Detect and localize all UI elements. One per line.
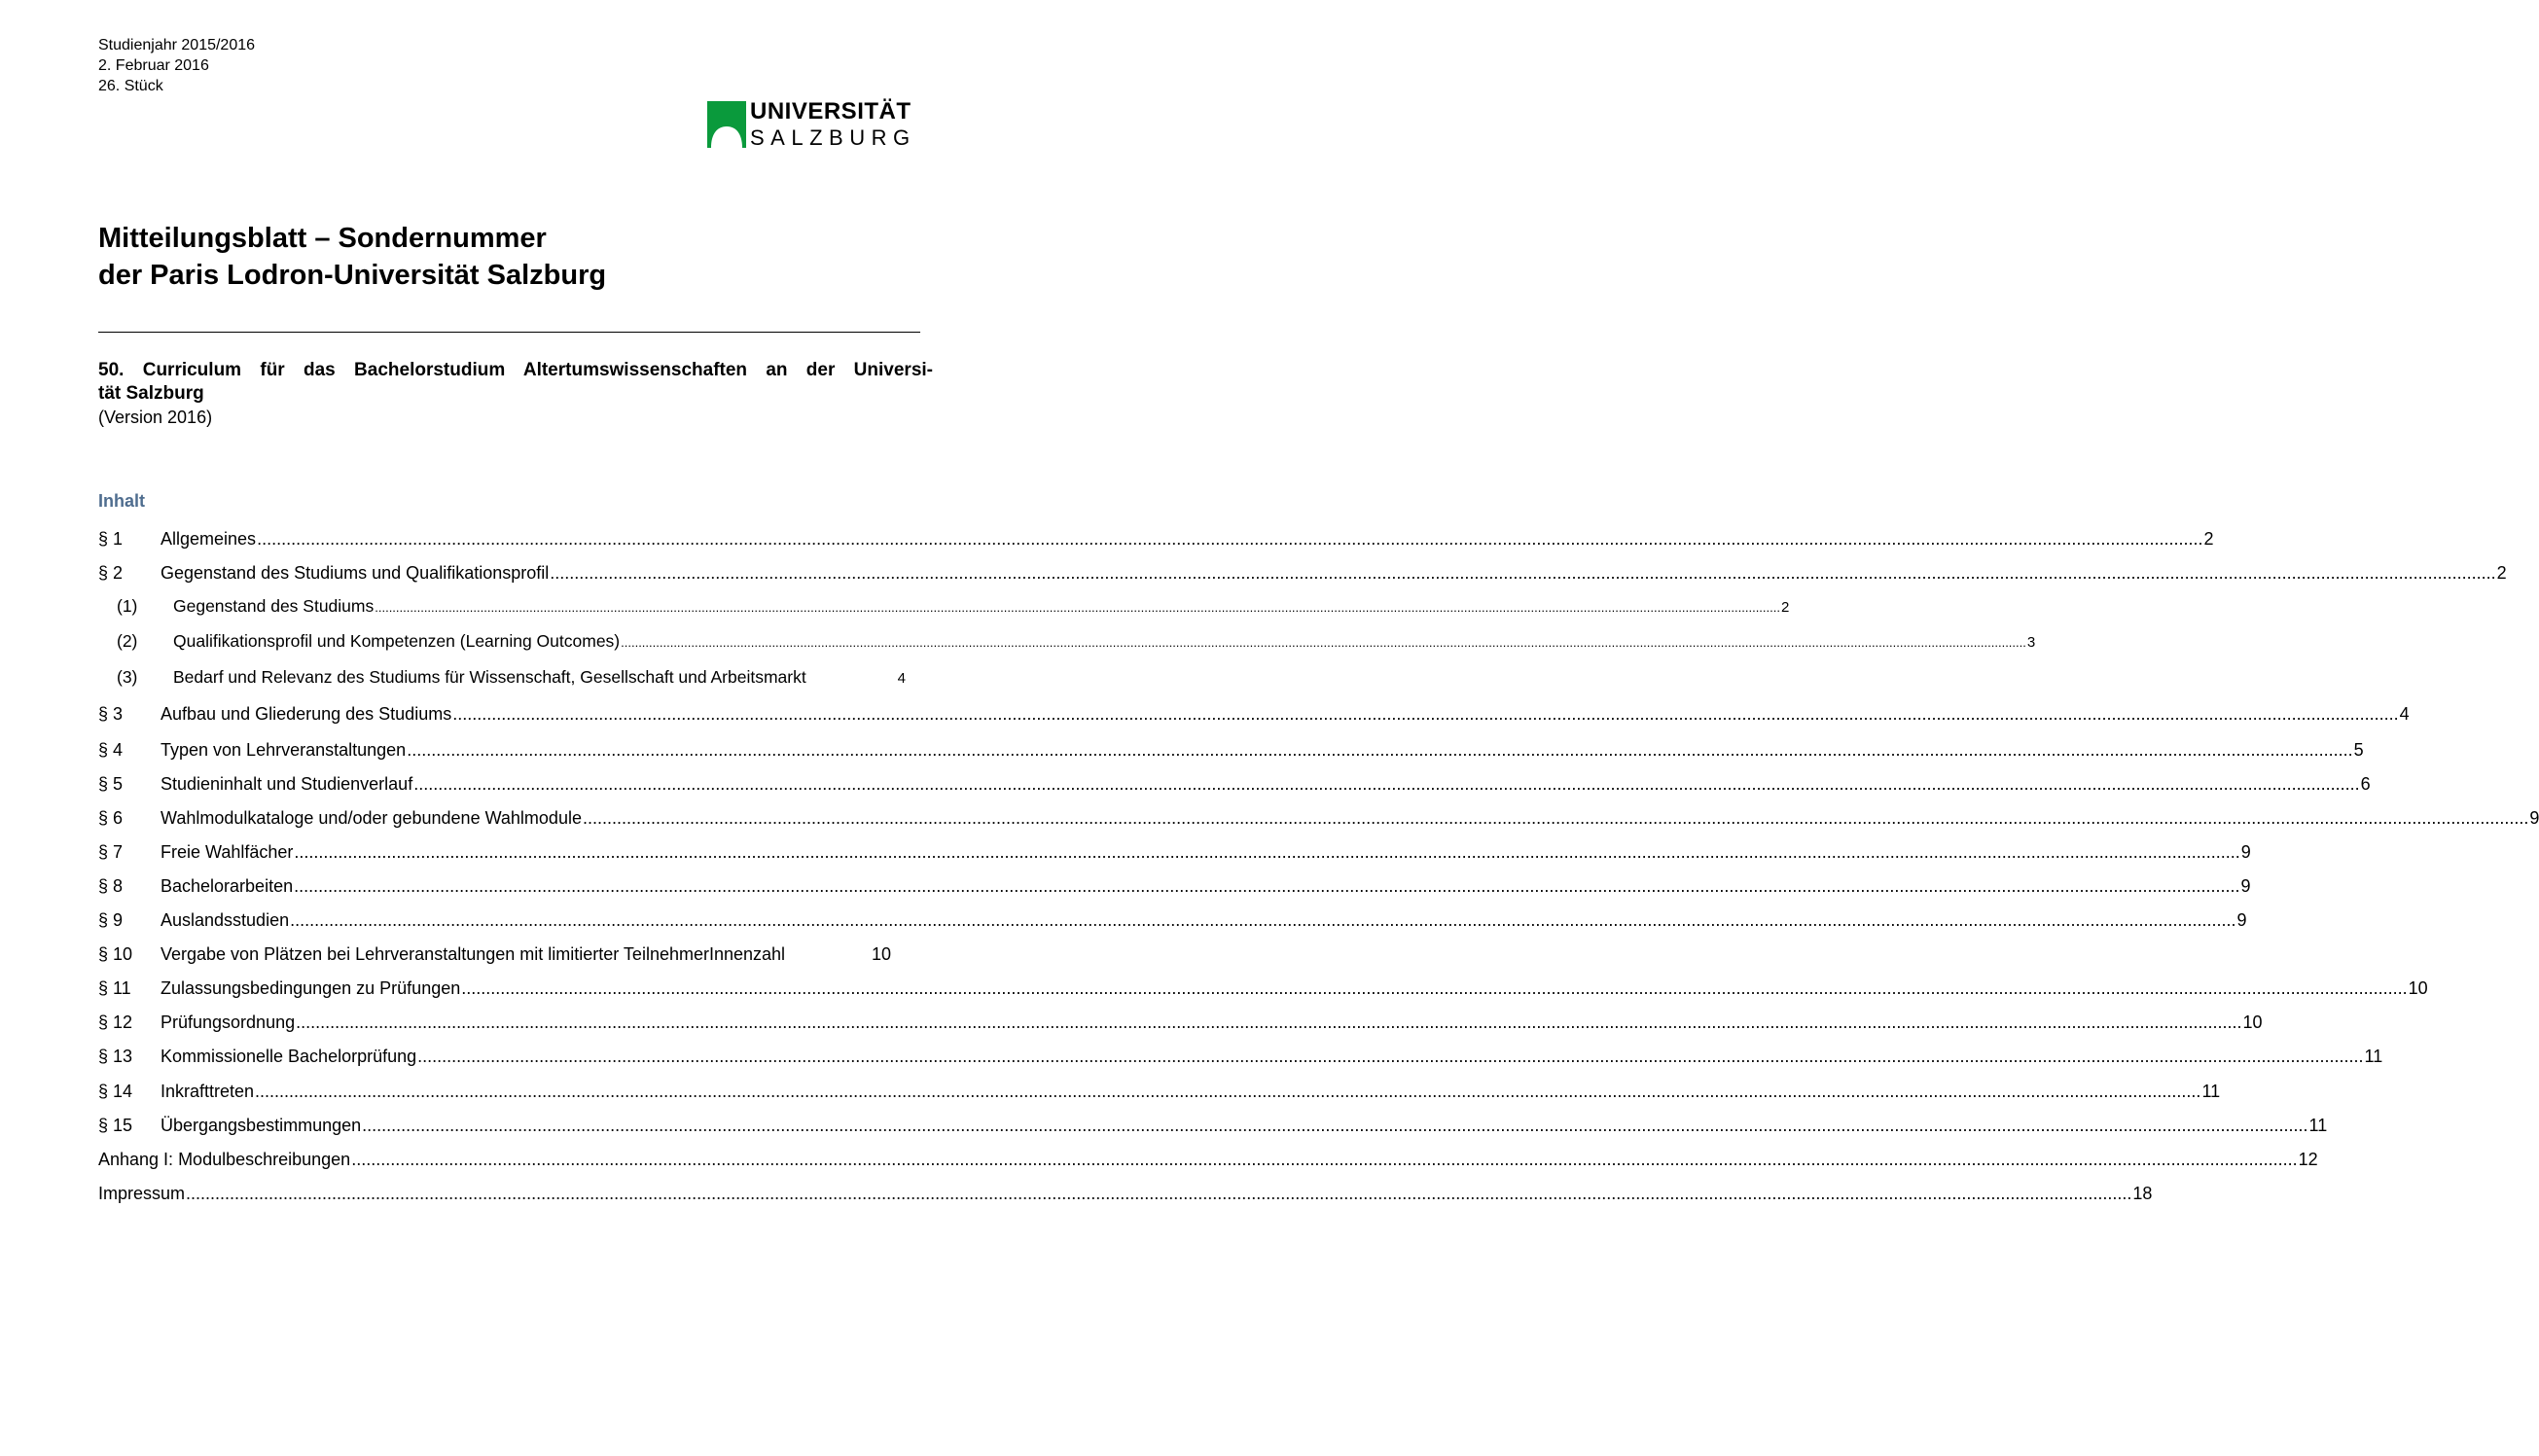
toc-entry-page: 3	[2026, 634, 2036, 651]
toc-entry-number: § 7	[98, 842, 124, 862]
toc-entry-title: Bedarf und Relevanz des Studiums für Wissenschaft, Gesellschaft und Arbeitsmarkt	[173, 667, 806, 687]
toc-entry-title: Impressum	[98, 1184, 186, 1203]
toc-entry-title: Übergangsbestimmungen	[161, 1116, 362, 1135]
toc-entry[interactable]	[98, 527, 2214, 550]
toc-entry-number: § 10	[98, 944, 133, 964]
toc-entry-page: 2	[1780, 599, 1790, 616]
toc-entry-title: Gegenstand des Studiums und Qualifikationsprofil	[161, 563, 550, 583]
toc-entry-number: § 6	[98, 808, 124, 828]
toc-entry[interactable]	[98, 702, 2410, 726]
toc-entry-title: Studieninhalt und Studienverlauf	[161, 774, 413, 794]
academic-year: Studienjahr 2015/2016	[98, 37, 256, 53]
toc-entry[interactable]	[98, 1114, 2328, 1137]
toc-entry-page: 10	[2408, 978, 2428, 998]
toc-leader-dots: ................................................................................................................................................................................................................................................................................................................................................................................................................	[186, 1184, 2132, 1203]
toc-leader-dots: ................................................................................................................................................................................................................................................................................................................................................................................................................	[452, 704, 2399, 724]
toc-entry[interactable]	[98, 665, 906, 689]
toc-entry[interactable]	[98, 840, 2251, 864]
toc-entry-title: Bachelorarbeiten	[161, 876, 294, 896]
toc-entry[interactable]	[98, 908, 2247, 932]
toc-entry-number: (1)	[117, 596, 138, 616]
toc-entry-title: Typen von Lehrveranstaltungen	[161, 740, 407, 760]
toc-entry-page: 9	[2236, 910, 2247, 930]
logo-text-salzburg: SALZBURG	[750, 125, 916, 150]
toc-entry-page: 9	[2240, 876, 2251, 896]
toc-entry[interactable]	[98, 977, 2428, 1000]
issue-number: 26. Stück	[98, 78, 163, 94]
logo-text-universitaet: UNIVERSITÄT	[750, 98, 912, 124]
toc-leader-dots: ................................................................................................................................................................................................................................................................................................................................................................................................................	[375, 600, 1780, 615]
toc-entry-number: § 13	[98, 1047, 133, 1066]
divider	[98, 332, 920, 333]
toc-entry-page: 11	[2308, 1116, 2328, 1135]
toc-leader-dots: ................................................................................................................................................................................................................................................................................................................................................................................................................	[294, 876, 2240, 896]
toc-entry[interactable]	[98, 1080, 2221, 1103]
toc-leader-dots: ................................................................................................................................................................................................................................................................................................................................................................................................................	[362, 1116, 2308, 1135]
toc-leader-dots: ................................................................................................................................................................................................................................................................................................................................................................................................................	[417, 1047, 2364, 1066]
title-line-2: der Paris Lodron-Universität Salzburg	[98, 260, 607, 291]
toc-entry-number: § 4	[98, 740, 124, 760]
toc-entry-title: Allgemeines	[161, 529, 257, 549]
toc-leader-dots: ................................................................................................................................................................................................................................................................................................................................................................................................................	[296, 1012, 2242, 1032]
university-logo	[707, 98, 916, 152]
toc-leader-dots: ................................................................................................................................................................................................................................................................................................................................................................................................................	[461, 978, 2408, 998]
toc-entry[interactable]	[98, 772, 2371, 796]
toc-entry[interactable]	[98, 629, 2036, 653]
toc-entry-number: § 15	[98, 1116, 133, 1135]
toc-entry[interactable]	[98, 561, 2507, 585]
toc-entry-number: § 9	[98, 910, 124, 930]
toc-entry[interactable]	[98, 806, 2539, 830]
title-line-1: Mitteilungsblatt – Sondernummer	[98, 223, 547, 254]
toc-entry-page: 9	[2529, 808, 2539, 828]
toc-entry-title: Kommissionelle Bachelorprüfung	[161, 1047, 417, 1066]
toc-entry-page: 9	[2240, 842, 2251, 862]
issue-info	[98, 35, 255, 96]
toc-entry-title: Gegenstand des Studiums	[173, 596, 375, 616]
toc-entry[interactable]	[98, 1148, 2318, 1171]
toc-entry-page: 6	[2360, 774, 2371, 794]
toc-entry-title: Freie Wahlfächer	[161, 842, 294, 862]
toc-entry[interactable]	[98, 942, 891, 966]
toc-leader-dots: ................................................................................................................................................................................................................................................................................................................................................................................................................	[621, 635, 2026, 650]
toc-entry-page: 4	[2399, 704, 2410, 724]
curriculum-title-line-2: tät Salzburg	[98, 383, 204, 404]
toc-leader-dots: ................................................................................................................................................................................................................................................................................................................................................................................................................	[290, 910, 2236, 930]
arch-logo-icon	[707, 101, 746, 148]
toc-entry-page: 18	[2132, 1184, 2153, 1203]
toc-entry-title: Zulassungsbedingungen zu Prüfungen	[161, 978, 461, 998]
toc-entry[interactable]	[98, 738, 2364, 762]
toc-entry[interactable]	[98, 1045, 2383, 1068]
toc-entry-number: (3)	[117, 667, 138, 687]
toc-entry-number: § 1	[98, 529, 124, 549]
toc-entry-title: Aufbau und Gliederung des Studiums	[161, 704, 452, 724]
curriculum-title	[98, 359, 933, 406]
toc-entry-title: Wahlmodulkataloge und/oder gebundene Wahlmodule	[161, 808, 582, 828]
toc-entry-number: § 2	[98, 563, 124, 583]
toc-leader-dots: ................................................................................................................................................................................................................................................................................................................................................................................................................	[582, 808, 2529, 828]
toc-leader-dots: ................................................................................................................................................................................................................................................................................................................................................................................................................	[413, 774, 2360, 794]
toc-entry[interactable]	[98, 1011, 2263, 1034]
version-label: (Version 2016)	[98, 408, 213, 427]
toc-leader-dots: ................................................................................................................................................................................................................................................................................................................................................................................................................	[294, 842, 2240, 862]
toc-entry-page: 12	[2298, 1150, 2318, 1169]
toc-entry-page: 10	[871, 944, 891, 964]
toc-entry-title: Qualifikationsprofil und Kompetenzen (Learning Outcomes)	[173, 631, 621, 651]
toc-entry-number: § 14	[98, 1082, 133, 1101]
toc-entry-number: (2)	[117, 631, 138, 651]
curriculum-title-line-1: 50. Curriculum für das Bachelorstudium Altertumswissenschaften an der Universi-	[98, 360, 933, 380]
issue-date: 2. Februar 2016	[98, 57, 209, 74]
toc-entry[interactable]	[98, 874, 2251, 898]
toc-entry-number: § 12	[98, 1012, 133, 1032]
toc-leader-dots: ................................................................................................................................................................................................................................................................................................................................................................................................................	[255, 1082, 2201, 1101]
toc-heading: Inhalt	[98, 491, 145, 511]
toc-entry-title: Inkrafttreten	[161, 1082, 255, 1101]
toc-leader-dots: ................................................................................................................................................................................................................................................................................................................................................................................................................	[550, 563, 2496, 583]
toc-entry-number: § 8	[98, 876, 124, 896]
toc-entry-page: 11	[2364, 1047, 2383, 1066]
toc-entry-page: 11	[2201, 1082, 2221, 1101]
toc-entry-title: Auslandsstudien	[161, 910, 290, 930]
toc-entry-title: Anhang I: Modulbeschreibungen	[98, 1150, 351, 1169]
toc-entry-title: Prüfungsordnung	[161, 1012, 296, 1032]
toc-entry-number: § 3	[98, 704, 124, 724]
toc-entry-number: § 11	[98, 978, 131, 998]
toc-leader-dots: ................................................................................................................................................................................................................................................................................................................................................................................................................	[407, 740, 2353, 760]
toc-leader-dots: ................................................................................................................................................................................................................................................................................................................................................................................................................	[257, 529, 2203, 549]
page-title	[98, 220, 606, 294]
toc-entry-page: 2	[2496, 563, 2507, 583]
toc-entry-page: 5	[2353, 740, 2364, 760]
toc-entry-page: 10	[2242, 1012, 2263, 1032]
toc-entry-page: 4	[897, 670, 906, 687]
toc-entry[interactable]	[98, 1182, 2153, 1205]
toc-leader-dots: ................................................................................................................................................................................................................................................................................................................................................................................................................	[351, 1150, 2298, 1169]
toc-entry-title: Vergabe von Plätzen bei Lehrveranstaltungen mit limitierter TeilnehmerInnenzahl	[161, 944, 786, 964]
toc-entry-number: § 5	[98, 774, 124, 794]
toc-entry[interactable]	[98, 594, 1790, 618]
toc-entry-page: 2	[2203, 529, 2214, 549]
